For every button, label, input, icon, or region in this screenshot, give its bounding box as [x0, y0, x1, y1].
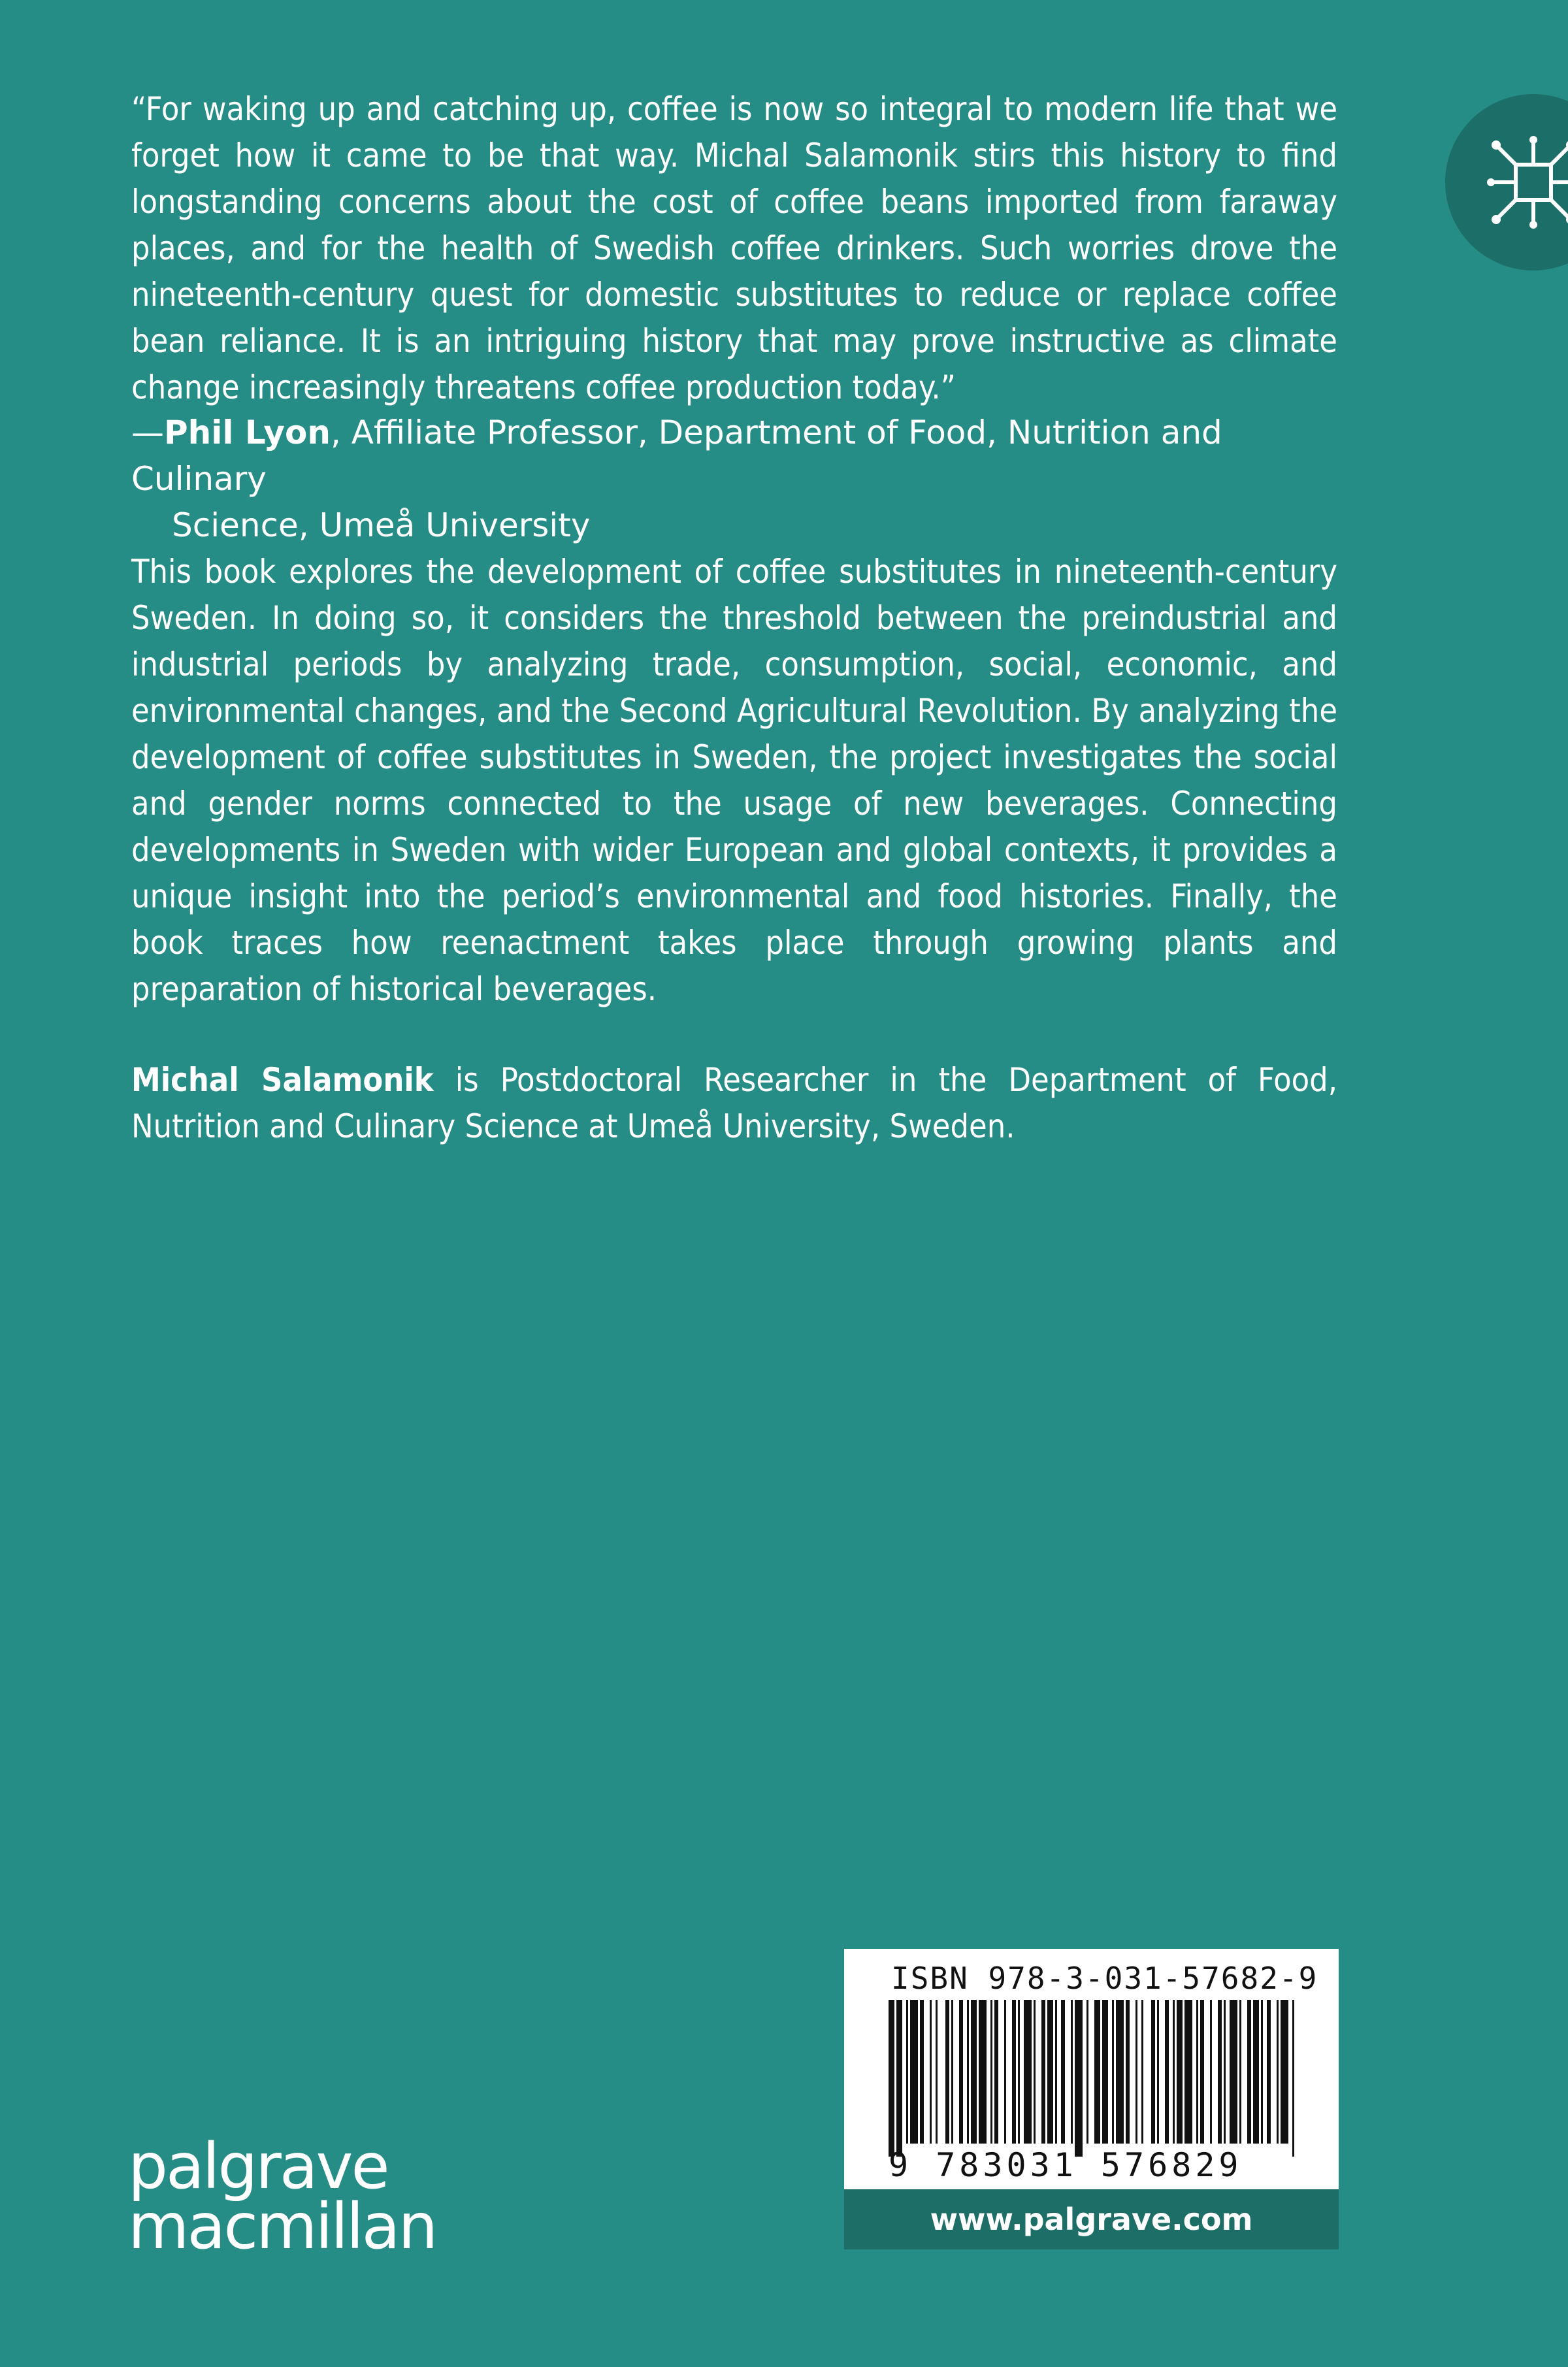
- barcode-bar: [1012, 2000, 1016, 2144]
- barcode-bar: [971, 2000, 977, 2144]
- book-description: [131, 549, 1337, 1013]
- barcode-bar: [1126, 2000, 1130, 2144]
- barcode-bar: [1041, 2000, 1045, 2144]
- barcode-bar: [1047, 2000, 1053, 2144]
- barcode-bar: [1055, 2000, 1057, 2144]
- attribution-title-line1: , Affiliate Professor, Department of Food, Nutrition and Culinary: [131, 414, 1222, 498]
- barcode-bar: [1253, 2000, 1259, 2144]
- barcode-bar: [1086, 2000, 1088, 2144]
- isbn-barcode: [844, 1949, 1339, 2189]
- barcode-bar: [1151, 2000, 1155, 2144]
- barcode-bar: [1292, 2000, 1294, 2157]
- barcode-bar: [1218, 2000, 1222, 2144]
- barcode-bar: [1200, 2000, 1204, 2144]
- barcode-bar: [1034, 2000, 1036, 2144]
- barcode-bar: [1196, 2000, 1198, 2144]
- quote-text: “For waking up and catching up, coffee is now so integral to modern life that we forget how it came to be that way. Michal Salamonik stirs this history to find longstanding concerns about the cost of coffee beans imported from faraway places, and for the health of Swedish coffee drinkers. Such worries drove the nineteenth-century quest for domestic substitutes to reduce or replace coffee bean reliance. It is an intriguing history that may prove instructive as climate change increasingly threatens coffee production today.”: [131, 90, 1337, 406]
- barcode-bar: [1173, 2000, 1175, 2144]
- barcode-bar: [1230, 2000, 1237, 2144]
- barcode-bar: [1102, 2000, 1108, 2144]
- author-name: Michal Salamonik: [131, 1061, 434, 1099]
- quote-attribution: [131, 410, 1337, 549]
- barcode-bar: [1224, 2000, 1226, 2144]
- barcode-bar: [990, 2000, 992, 2144]
- barcode-bar: [1210, 2000, 1212, 2144]
- barcode-bar: [951, 2000, 953, 2144]
- palgrave-circuit-logo-icon: [1478, 127, 1568, 238]
- barcode-bar: [1165, 2000, 1169, 2144]
- barcode-bar: [910, 2000, 918, 2144]
- barcode-bar: [1112, 2000, 1114, 2144]
- barcode-bar: [930, 2000, 932, 2144]
- description-text: This book explores the development of coffee substitutes in nineteenth-century Sweden. In doing so, it considers the threshold between the preindustrial and industrial periods by analyzing trade, consumption, social, economic, and environmental changes, and the Second Agricultural Revolution. By analyzing the development of coffee substitutes in Sweden, the project investigates the social and gender norms connected to the usage of new beverages. Connecting developments in Sweden with wider European and global contexts, it provides a unique insight into the period’s environmental and food histories. Finally, the book traces how reenactment takes place through growing plants and preparation of historical beverages.: [131, 553, 1337, 1008]
- barcode-bar: [1094, 2000, 1100, 2144]
- isbn-label: ISBN 978-3-031-57682-9: [891, 1961, 1318, 1996]
- barcode-bar: [889, 2000, 894, 2157]
- barcode-bar: [1075, 2000, 1083, 2157]
- barcode-bar: [1071, 2000, 1073, 2144]
- publisher-website[interactable]: www.palgrave.com: [844, 2189, 1339, 2249]
- barcode-bar: [1177, 2000, 1183, 2144]
- barcode-bars: [883, 2000, 1301, 2170]
- barcode-bar: [936, 2000, 938, 2144]
- barcode-bar: [1018, 2000, 1020, 2144]
- publisher-line2: macmillan: [128, 2190, 436, 2263]
- publisher-logo: [128, 2130, 436, 2263]
- author-bio-text: is Postdoctoral Researcher in the Department of Food, Nutrition and Culinary Science at Umeå University, Sweden.: [131, 1061, 1337, 1145]
- barcode-bar: [1061, 2000, 1065, 2144]
- barcode-bar: [979, 2000, 987, 2144]
- barcode-bar: [906, 2000, 908, 2144]
- barcode-bar: [1247, 2000, 1251, 2144]
- barcode-bar: [1116, 2000, 1124, 2144]
- barcode-bar: [1157, 2000, 1159, 2144]
- barcode-bar: [959, 2000, 963, 2144]
- publisher-line1: palgrave: [128, 2130, 388, 2203]
- barcode-bar: [896, 2000, 902, 2157]
- barcode-bar: [1261, 2000, 1263, 2144]
- barcode-bar: [967, 2000, 969, 2144]
- attribution-name: Phil Lyon: [164, 414, 331, 451]
- barcode-bar: [994, 2000, 998, 2144]
- author-bio: [131, 1057, 1337, 1150]
- barcode-bar: [1141, 2000, 1143, 2144]
- barcode-bar: [1267, 2000, 1271, 2144]
- barcode-bar: [1184, 2000, 1192, 2144]
- barcode-bar: [920, 2000, 924, 2144]
- attribution-dash: —: [131, 414, 164, 451]
- barcode-bar: [1239, 2000, 1241, 2144]
- barcode-bar: [1281, 2000, 1288, 2144]
- barcode-bar: [1277, 2000, 1279, 2144]
- palgrave-logo-badge: [1445, 94, 1568, 270]
- attribution-title-line2: Science, Umeå University: [172, 506, 591, 544]
- barcode-bar: [1024, 2000, 1032, 2144]
- barcode-bar: [945, 2000, 949, 2144]
- endorsement-quote: [131, 86, 1337, 411]
- barcode-digits: 9 783031 576829: [889, 2146, 1243, 2184]
- barcode-bar: [1135, 2000, 1137, 2144]
- barcode-bar: [1004, 2000, 1006, 2144]
